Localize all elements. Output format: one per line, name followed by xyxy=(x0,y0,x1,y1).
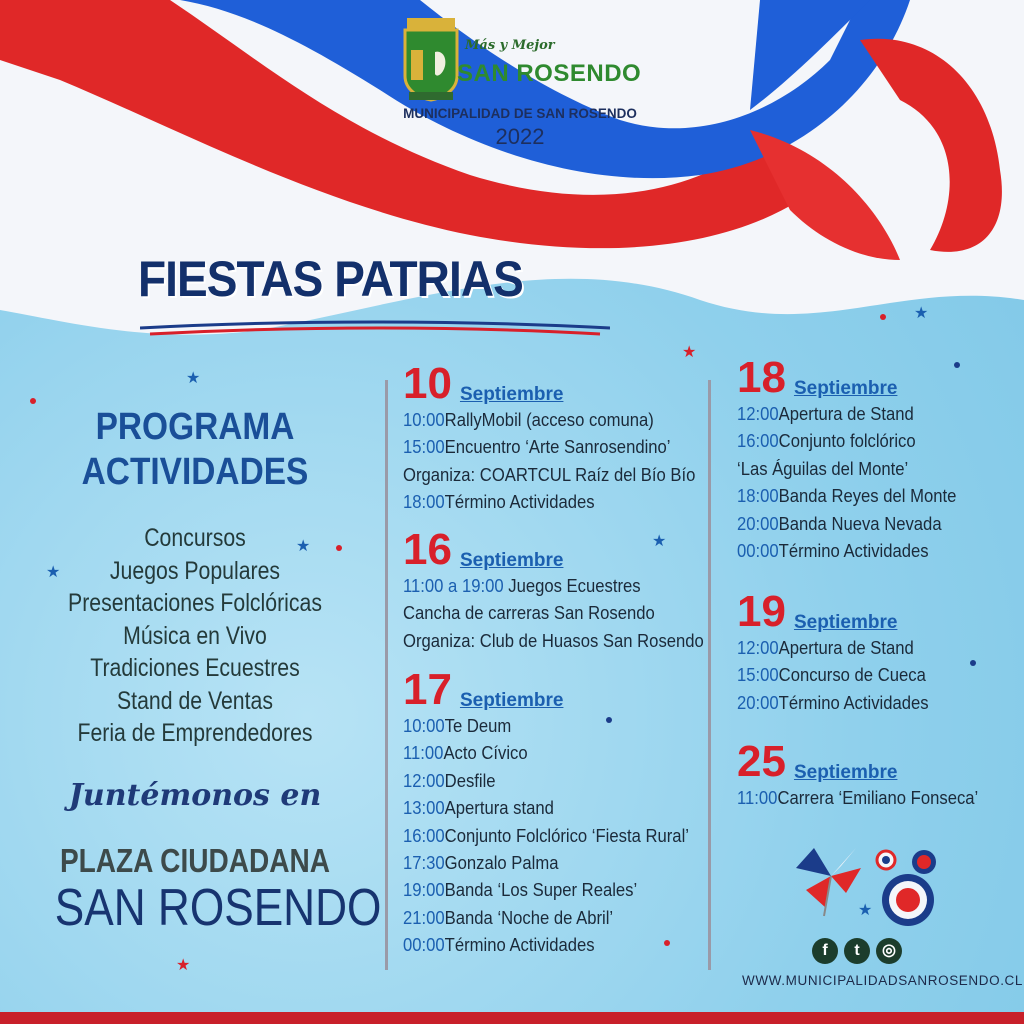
program-heading-line2: ACTIVIDADES xyxy=(81,451,309,493)
schedule-time: 11:00 xyxy=(403,742,444,764)
schedule-row xyxy=(403,712,689,739)
schedule-time: 13:00 xyxy=(403,797,445,819)
schedule-text: Carrera ‘Emiliano Fonseca’ xyxy=(777,787,979,808)
invite-text: Juntémonos en xyxy=(68,778,322,813)
day-number: 16 xyxy=(403,525,452,574)
month-label: Septiembre xyxy=(459,690,564,711)
schedule-text: Término Actividades xyxy=(778,540,929,562)
schedule-row xyxy=(403,904,689,931)
schedule-time: 11:00 xyxy=(737,787,778,808)
schedule-row xyxy=(403,572,704,599)
schedule-time: 00:00 xyxy=(737,540,779,562)
schedule-time: 20:00 xyxy=(737,512,779,534)
day-block-18 xyxy=(737,353,981,564)
star-icon: ★ xyxy=(176,957,191,974)
schedule-row xyxy=(403,488,695,515)
list-item: Juegos Populares xyxy=(109,556,281,585)
schedule-time: 16:00 xyxy=(737,430,779,452)
schedule-time: 15:00 xyxy=(737,664,779,686)
dot-decoration xyxy=(336,545,342,551)
page-title: FIESTAS PATRIAS xyxy=(138,251,523,307)
list-item: Stand de Ventas xyxy=(117,686,273,715)
facebook-icon[interactable]: f xyxy=(812,938,838,964)
list-item: Presentaciones Folclóricas xyxy=(68,589,322,617)
schedule-row xyxy=(737,510,956,537)
activities-list xyxy=(55,522,336,750)
schedule-row xyxy=(403,461,695,488)
year: 2022 xyxy=(495,124,545,149)
schedule-row xyxy=(403,433,695,460)
schedule-text: Desfile xyxy=(444,769,496,791)
dot-decoration xyxy=(30,398,36,404)
schedule-row xyxy=(737,634,929,661)
schedule-text: Apertura stand xyxy=(444,797,554,819)
schedule-time: 17:30 xyxy=(403,852,445,874)
program-heading-line1: PROGRAMA xyxy=(95,406,295,448)
list-item: Tradiciones Ecuestres xyxy=(90,654,300,682)
star-icon: ★ xyxy=(652,533,667,550)
schedule-text: Banda ‘Los Super Reales’ xyxy=(444,879,638,901)
schedule-text: Banda Nueva Nevada xyxy=(778,512,942,534)
schedule-time: 15:00 xyxy=(403,436,445,458)
title-underline-decoration xyxy=(140,318,610,340)
list-item: Feria de Emprendedores xyxy=(77,719,313,747)
schedule-time: 12:00 xyxy=(737,637,779,658)
schedule-rows xyxy=(737,634,950,716)
schedule-text: Banda ‘Noche de Abril’ xyxy=(444,906,614,928)
star-icon: ★ xyxy=(682,344,697,361)
website-link[interactable]: WWW.MUNICIPALIDADSANROSENDO.CL xyxy=(742,973,1024,988)
schedule-text: Apertura de Stand xyxy=(778,403,914,424)
day-number: 19 xyxy=(737,587,786,636)
schedule-row xyxy=(403,406,695,433)
day-block-25 xyxy=(737,737,1005,811)
day-block-17 xyxy=(403,665,721,959)
schedule-time: 10:00 xyxy=(403,409,445,430)
schedule-text: Conjunto folclórico xyxy=(778,430,916,452)
month-label: Septiembre xyxy=(793,612,898,633)
star-icon: ★ xyxy=(296,538,311,555)
schedule-text: Apertura de Stand xyxy=(778,637,914,658)
schedule-rows xyxy=(403,406,728,516)
schedule-time: 20:00 xyxy=(737,691,779,713)
schedule-text: Cancha de carreras San Rosendo xyxy=(403,602,655,624)
schedule-text: Término Actividades xyxy=(444,491,595,513)
dot-decoration xyxy=(664,940,670,946)
schedule-time: 00:00 xyxy=(403,934,445,956)
schedule-time: 19:00 xyxy=(403,879,445,901)
list-item: Concursos xyxy=(144,524,246,552)
schedule-time: 12:00 xyxy=(737,403,779,424)
dot-decoration xyxy=(970,660,976,666)
schedule-row xyxy=(403,599,704,626)
schedule-text: Organiza: Club de Huasos San Rosendo xyxy=(403,629,704,651)
social-links xyxy=(812,938,902,964)
day-number: 17 xyxy=(403,665,452,714)
divider xyxy=(385,380,388,970)
tagline: Más y Mejor xyxy=(465,38,555,53)
program-heading xyxy=(59,405,332,495)
rosette-decoration xyxy=(880,872,936,928)
schedule-row xyxy=(737,689,929,716)
schedule-row xyxy=(737,537,956,564)
star-icon: ★ xyxy=(858,902,873,919)
day-block-19 xyxy=(737,587,950,716)
venue-line1: PLAZA CIUDADANA xyxy=(59,842,331,879)
schedule-time: 16:00 xyxy=(403,824,445,846)
schedule-text: RallyMobil (acceso comuna) xyxy=(444,409,654,430)
venue-line2: SAN ROSENDO xyxy=(54,879,382,937)
schedule-text: Encuentro ‘Arte Sanrosendino’ xyxy=(444,436,671,458)
schedule-text: Término Actividades xyxy=(778,691,929,713)
municipality-logo xyxy=(395,12,645,162)
shield-icon xyxy=(401,16,461,102)
month-label: Septiembre xyxy=(793,762,898,783)
schedule-row xyxy=(737,455,956,482)
schedule-rows xyxy=(737,784,1005,811)
schedule-row xyxy=(737,661,929,688)
month-label: Septiembre xyxy=(793,378,898,399)
schedule-text: Banda Reyes del Monte xyxy=(778,485,957,507)
day-number: 25 xyxy=(737,737,786,786)
schedule-row xyxy=(403,627,704,654)
schedule-text: Conjunto Folclórico ‘Fiesta Rural’ xyxy=(444,824,689,846)
day-number: 10 xyxy=(403,359,452,408)
schedule-time: 11:00 a 19:00 xyxy=(403,575,504,596)
schedule-time: 21:00 xyxy=(403,906,445,928)
schedule-row xyxy=(403,739,689,766)
schedule-text: Gonzalo Palma xyxy=(444,852,559,874)
schedule-time: 10:00 xyxy=(403,715,445,736)
dot-decoration xyxy=(880,314,886,320)
schedule-row xyxy=(737,427,956,454)
schedule-row xyxy=(737,400,956,427)
schedule-text: Organiza: COARTCUL Raíz del Bío Bío xyxy=(403,463,696,485)
schedule-row xyxy=(403,822,689,849)
schedule-text: Término Actividades xyxy=(444,934,595,956)
schedule-rows xyxy=(403,572,737,654)
municipality-name: MUNICIPALIDAD DE SAN ROSENDO xyxy=(403,106,637,121)
schedule-row xyxy=(403,849,689,876)
schedule-text: Acto Cívico xyxy=(443,742,528,764)
bottom-bar xyxy=(0,1012,1024,1024)
star-icon: ★ xyxy=(186,370,201,387)
star-icon: ★ xyxy=(46,564,61,581)
day-block-10 xyxy=(403,359,728,516)
schedule-row xyxy=(403,767,689,794)
dot-decoration xyxy=(954,362,960,368)
schedule-text: ‘Las Águilas del Monte’ xyxy=(737,457,909,479)
month-label: Septiembre xyxy=(459,550,564,571)
twitter-icon[interactable]: t xyxy=(844,938,870,964)
schedule-text: Concurso de Cueca xyxy=(778,664,926,686)
day-number: 18 xyxy=(737,353,786,402)
schedule-rows xyxy=(403,712,721,959)
star-icon: ★ xyxy=(914,305,929,322)
schedule-row xyxy=(403,794,689,821)
schedule-time: 12:00 xyxy=(403,769,445,791)
dot-decoration xyxy=(606,717,612,723)
schedule-row xyxy=(737,482,956,509)
schedule-row xyxy=(737,784,978,811)
day-block-16 xyxy=(403,525,737,654)
schedule-text: Juegos Ecuestres xyxy=(503,575,641,596)
list-item: Música en Vivo xyxy=(123,621,267,650)
instagram-icon[interactable]: ◎ xyxy=(876,938,902,964)
schedule-row xyxy=(403,931,689,958)
schedule-row xyxy=(403,876,689,903)
brand-name: SAN ROSENDO xyxy=(457,60,642,87)
schedule-time: 18:00 xyxy=(737,485,779,507)
schedule-rows xyxy=(737,400,981,564)
month-label: Septiembre xyxy=(459,384,564,405)
schedule-text: Te Deum xyxy=(444,715,512,736)
schedule-time: 18:00 xyxy=(403,491,445,513)
